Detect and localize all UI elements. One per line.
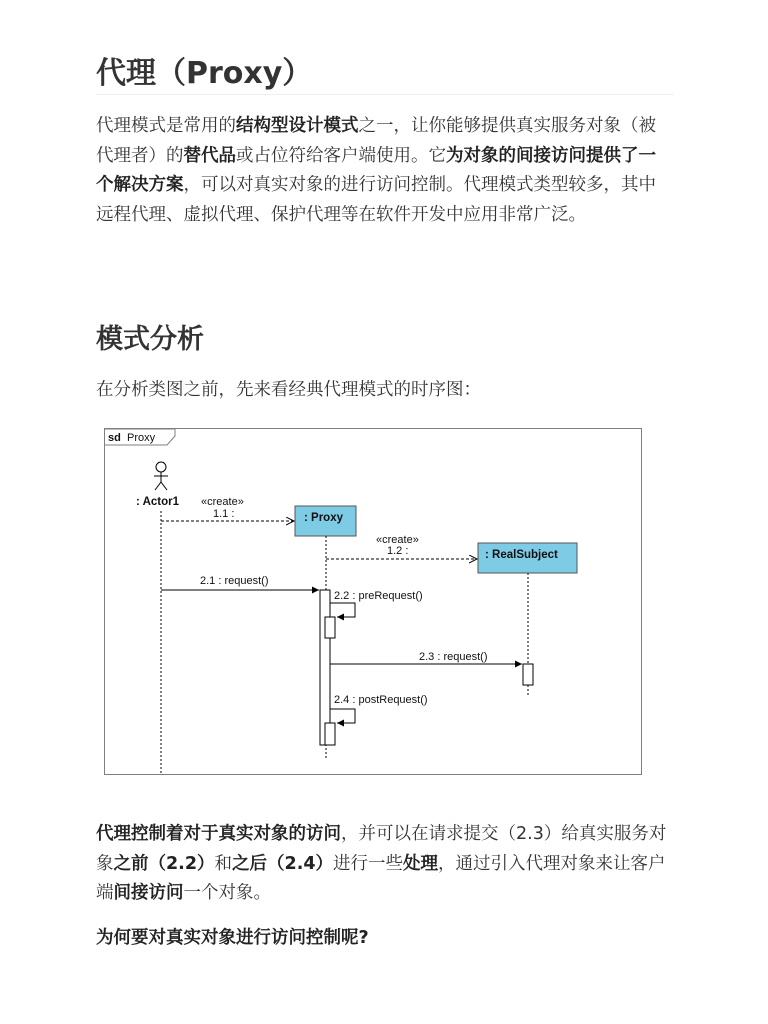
page-title: 代理（Proxy） (96, 56, 313, 91)
proxy-label: : Proxy (304, 512, 343, 524)
create-proxy-stereotype: «create» (201, 496, 244, 508)
intro-run: 之一，让你能够提供真实服务对象（被代理者）的 (96, 116, 656, 166)
summary-run: 一个对象。 (183, 883, 271, 903)
summary-paragraph (96, 820, 672, 909)
postrequest-label: 2.4 : postRequest() (334, 694, 428, 706)
actor-icon (154, 462, 168, 490)
real-request-label: 2.3 : request() (419, 651, 488, 663)
intro-run: ，可以对真实对象的进行访问控制。代理模式类型较多，其中远程代理、虚拟代理、保护代理等在软件开发中应用非常广泛。 (96, 175, 656, 225)
intro-run: 为对象的间接访问提供了一个解决方案 (96, 145, 656, 195)
section-title: 模式分析 (96, 324, 204, 355)
sequence-diagram-svg (105, 429, 641, 774)
create-realsubject-label: 1.2 : (387, 545, 409, 557)
frame-name: Proxy (127, 432, 156, 444)
summary-run: ，通过引入代理对象来让客户端 (96, 853, 666, 903)
summary-run: 代理控制着对于真实对象的访问 (96, 824, 341, 844)
summary-run: 和 (214, 853, 233, 874)
intro-paragraph (96, 112, 672, 230)
intro-run: 替代品 (183, 145, 236, 166)
intro-run: 代理模式是常用的 (96, 116, 236, 136)
prerequest-activation (325, 617, 335, 638)
sequence-diagram (104, 428, 642, 775)
summary-run: 处理 (403, 853, 439, 874)
proxy-activation (320, 590, 330, 745)
summary-run: 之后（2.4） (232, 853, 334, 874)
realsubject-label: : RealSubject (485, 549, 558, 561)
intro-run: 结构型设计模式 (236, 116, 359, 136)
postrequest-activation (325, 723, 335, 745)
postrequest-arrow (330, 709, 355, 723)
request-label: 2.1 : request() (200, 575, 269, 587)
create-realsubject-stereotype: «create» (376, 534, 419, 546)
prerequest-label: 2.2 : preRequest() (334, 590, 423, 602)
question-heading: 为何要对真实对象进行访问控制呢? (96, 928, 369, 948)
realsubject-activation (523, 664, 533, 685)
frame-keyword: sd (108, 432, 121, 444)
actor-label: : Actor1 (136, 496, 180, 508)
summary-run: 进行一些 (333, 853, 404, 874)
prerequest-arrow (330, 603, 355, 617)
summary-run: ，并可以在请求提交（2.3）给真实服务对象 (96, 824, 667, 874)
summary-run: 间接访问 (113, 883, 184, 903)
title-divider (96, 94, 674, 95)
lead-paragraph: 在分析类图之前，先来看经典代理模式的时序图： (96, 380, 481, 400)
intro-run: 或占位符给客户端使用。它 (236, 145, 446, 166)
create-proxy-label: 1.1 : (213, 508, 235, 520)
summary-run: 之前（2.2） (113, 853, 215, 874)
